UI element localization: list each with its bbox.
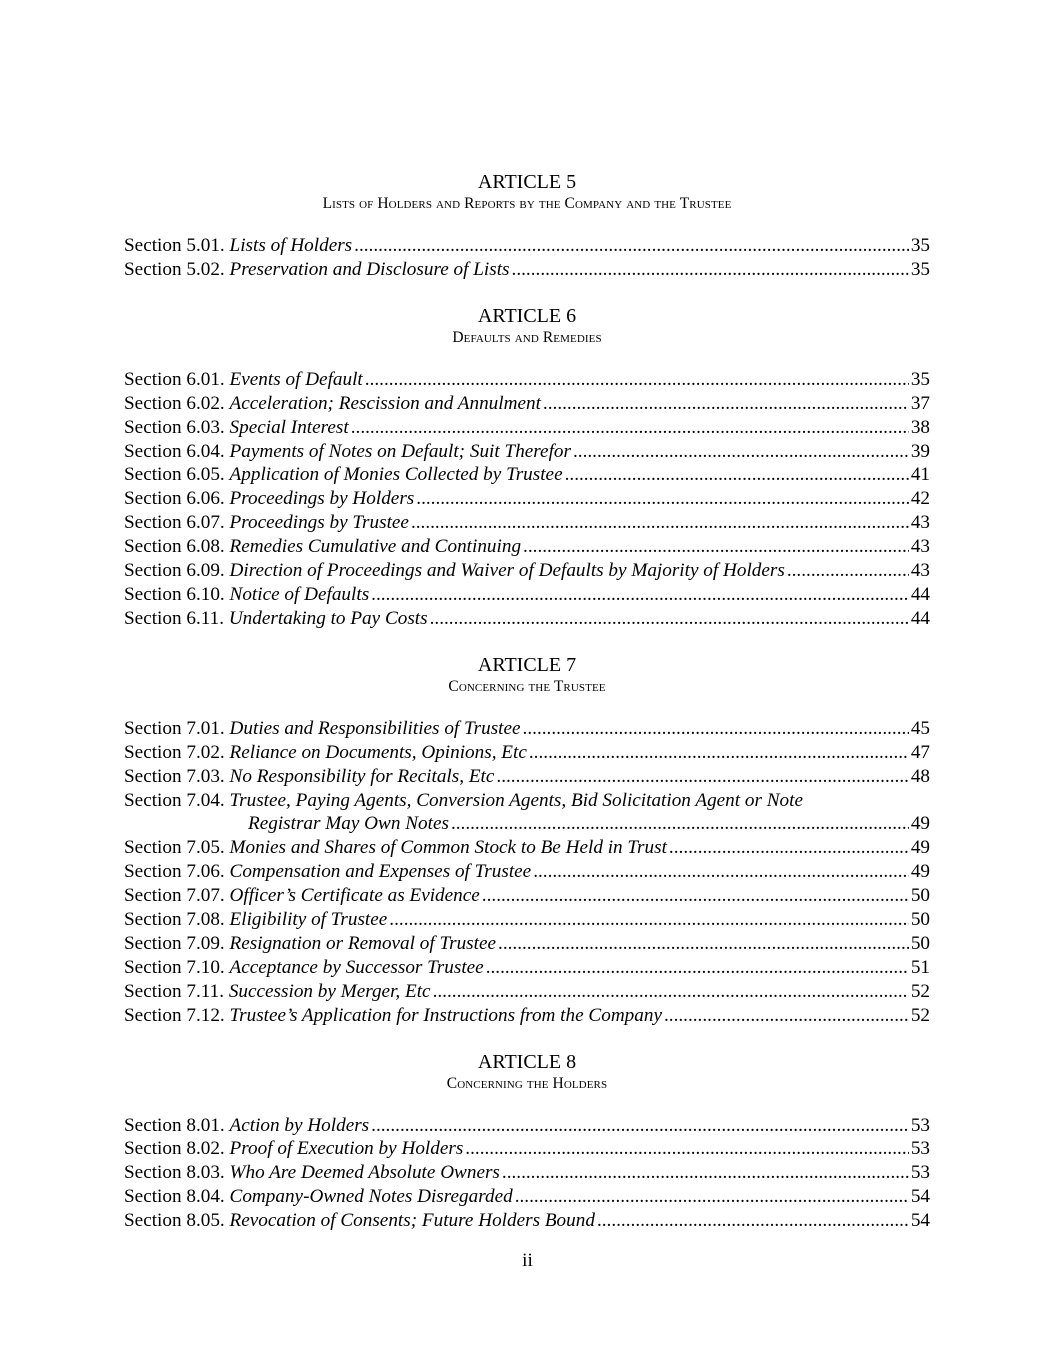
- section-title: Officer’s Certificate as Evidence: [229, 885, 480, 907]
- dot-leader: [664, 1004, 909, 1028]
- dot-leader: [669, 836, 909, 860]
- dot-leader: [430, 607, 909, 631]
- page-reference: 37: [910, 392, 930, 414]
- table-of-contents: [124, 170, 930, 1255]
- toc-entry[interactable]: [124, 559, 930, 583]
- toc-entry[interactable]: [124, 487, 930, 511]
- section-title: Trustee’s Application for Instructions from the Company: [229, 1004, 662, 1026]
- section-number: Section 5.01.: [124, 235, 225, 256]
- page-reference: 43: [910, 512, 930, 534]
- section-title: Monies and Shares of Common Stock to Be Held in Trust: [229, 837, 667, 859]
- toc-entry[interactable]: [124, 1209, 930, 1233]
- toc-entry[interactable]: [124, 741, 930, 765]
- page-reference: 50: [910, 885, 930, 907]
- section-title: Undertaking to Pay Costs: [228, 607, 428, 629]
- section-number: Section 8.02.: [124, 1138, 225, 1160]
- page-number: ii: [522, 1250, 533, 1271]
- dot-leader: [515, 1185, 909, 1209]
- section-number: Section 7.07.: [124, 885, 225, 907]
- article-subheading: Defaults and Remedies: [452, 328, 602, 346]
- toc-entry[interactable]: [124, 416, 930, 440]
- section-title: Company-Owned Notes Disregarded: [229, 1186, 513, 1208]
- toc-entry[interactable]: [124, 368, 930, 392]
- section-number: Section 6.06.: [124, 488, 225, 510]
- section-number: Section 8.01.: [124, 1114, 225, 1136]
- toc-entry[interactable]: [124, 956, 930, 980]
- page-reference: 52: [910, 1004, 930, 1026]
- dot-leader: [523, 717, 909, 741]
- section-title: Succession by Merger, Etc: [228, 980, 431, 1002]
- page-reference: 35: [910, 368, 930, 390]
- article-block: [124, 653, 930, 1028]
- section-number: Section 5.02.: [124, 258, 225, 280]
- article-heading: ARTICLE 8: [477, 1050, 577, 1073]
- section-number: Section 7.05.: [124, 837, 225, 859]
- toc-entry[interactable]: [124, 836, 930, 860]
- page-reference: 48: [910, 765, 930, 787]
- section-title: Compensation and Expenses of Trustee: [229, 861, 532, 883]
- dot-leader: [371, 583, 909, 607]
- article-heading: ARTICLE 6: [477, 304, 577, 327]
- dot-leader: [565, 463, 909, 487]
- section-title: Acceptance by Successor Trustee: [229, 956, 484, 978]
- toc-entry[interactable]: [124, 258, 930, 282]
- dot-leader: [496, 765, 908, 789]
- page-reference: 44: [910, 583, 930, 605]
- section-title: Remedies Cumulative and Continuing: [229, 536, 522, 558]
- section-number: Section 6.07.: [124, 512, 225, 534]
- section-number: Section 7.06.: [124, 861, 225, 883]
- page-reference: 43: [910, 560, 930, 582]
- article-heading: ARTICLE 5: [477, 171, 577, 193]
- dot-leader: [365, 368, 909, 392]
- dot-leader: [371, 1114, 909, 1138]
- dot-leader: [433, 980, 909, 1004]
- section-number: Section 7.10.: [124, 956, 225, 978]
- dot-leader: [529, 741, 909, 765]
- section-title: Trustee, Paying Agents, Conversion Agents, Bid Solicitation Agent or Note: [229, 789, 803, 811]
- dot-leader: [465, 1137, 909, 1161]
- section-title: Reliance on Documents, Opinions, Etc: [229, 741, 527, 763]
- section-title: Eligibility of Trustee: [229, 909, 388, 931]
- dot-leader: [389, 908, 909, 932]
- section-number: Section 6.05.: [124, 464, 225, 486]
- article-subheading: Concerning the Trustee: [448, 677, 606, 695]
- section-title: Application of Monies Collected by Trustee: [229, 464, 563, 486]
- dot-leader: [482, 884, 909, 908]
- page-reference: 44: [910, 607, 930, 629]
- section-number: Section 6.10.: [124, 583, 225, 605]
- page-reference: 50: [910, 932, 930, 954]
- toc-entry[interactable]: [124, 392, 930, 416]
- toc-entry[interactable]: [124, 765, 930, 789]
- section-number: Section 6.04.: [124, 440, 225, 462]
- toc-entry[interactable]: [124, 1185, 930, 1209]
- section-number: Section 7.03.: [124, 765, 225, 787]
- page-reference: 53: [910, 1138, 930, 1160]
- article-subheading: Lists of Holders and Reports by the Company and the Trustee: [322, 195, 732, 212]
- section-number: Section 8.04.: [124, 1186, 225, 1208]
- page-reference: 43: [910, 536, 930, 558]
- page-reference: 39: [910, 440, 930, 462]
- page-reference: 54: [910, 1186, 930, 1208]
- section-title: Revocation of Consents; Future Holders Bound: [229, 1210, 595, 1232]
- page-reference: 49: [910, 837, 930, 859]
- page-reference: 52: [910, 980, 930, 1002]
- toc-entry[interactable]: [124, 607, 930, 631]
- dot-leader: [502, 1161, 909, 1185]
- page-reference: 51: [910, 956, 930, 978]
- toc-entry[interactable]: [124, 440, 930, 464]
- toc-entry[interactable]: [124, 980, 930, 1004]
- toc-entry[interactable]: [124, 511, 930, 535]
- dot-leader: [354, 234, 909, 258]
- page-reference: 49: [910, 813, 930, 835]
- section-number: Section 6.02.: [124, 392, 225, 414]
- toc-entry[interactable]: [124, 234, 930, 258]
- section-list: [124, 1114, 930, 1234]
- page-reference: 49: [910, 861, 930, 883]
- section-number: Section 7.01.: [124, 717, 225, 739]
- dot-leader: [411, 511, 909, 535]
- section-title: Who Are Deemed Absolute Owners: [229, 1162, 500, 1184]
- article-subheading: Concerning the Holders: [446, 1074, 608, 1092]
- section-title: Payments of Notes on Default; Suit Therefor: [229, 440, 571, 462]
- dot-leader: [498, 932, 909, 956]
- section-list: [124, 234, 930, 282]
- toc-entry[interactable]: [124, 535, 930, 559]
- section-number: Section 6.01.: [124, 368, 225, 390]
- section-title: Duties and Responsibilities of Trustee: [229, 717, 521, 739]
- page-reference: 50: [910, 909, 930, 931]
- page-reference: 38: [910, 416, 930, 438]
- article-heading: ARTICLE 7: [477, 653, 577, 676]
- page-reference: 53: [910, 1162, 930, 1184]
- toc-entry[interactable]: [124, 860, 930, 884]
- section-number: Section 7.08.: [124, 909, 225, 931]
- section-list: [124, 368, 930, 631]
- section-title: Acceleration; Rescission and Annulment: [229, 392, 541, 414]
- article-block: [124, 1050, 930, 1234]
- section-title: Notice of Defaults: [229, 583, 370, 605]
- section-title: Special Interest: [229, 416, 349, 438]
- section-title: Preservation and Disclosure of Lists: [229, 258, 510, 280]
- page-reference: 35: [910, 258, 930, 280]
- toc-entry[interactable]: [124, 463, 930, 487]
- section-title: No Responsibility for Recitals, Etc: [229, 765, 495, 787]
- dot-leader: [512, 258, 909, 282]
- toc-entry[interactable]: [124, 583, 930, 607]
- section-number: Section 7.04.: [124, 789, 225, 811]
- section-number: Section 6.11.: [124, 607, 225, 629]
- section-number: Section 8.03.: [124, 1162, 225, 1184]
- section-number: Section 7.12.: [124, 1004, 225, 1026]
- section-number: Section 7.09.: [124, 932, 225, 954]
- dot-leader: [573, 440, 909, 464]
- article-block: [124, 304, 930, 631]
- page-reference: 53: [910, 1114, 930, 1136]
- page-reference: 35: [910, 235, 930, 256]
- toc-entry[interactable]: [124, 1114, 930, 1138]
- section-title-continued: Registrar May Own Notes: [248, 813, 449, 835]
- toc-entry[interactable]: [124, 789, 930, 837]
- dot-leader: [416, 487, 909, 511]
- article-block: [124, 170, 930, 282]
- dot-leader: [486, 956, 909, 980]
- dot-leader: [451, 812, 909, 836]
- toc-entry[interactable]: [124, 908, 930, 932]
- toc-entry[interactable]: [124, 1137, 930, 1161]
- section-title: Resignation or Removal of Trustee: [229, 932, 497, 954]
- section-number: Section 6.09.: [124, 560, 225, 582]
- dot-leader: [787, 559, 909, 583]
- page-reference: 45: [910, 717, 930, 739]
- dot-leader: [523, 535, 909, 559]
- section-title: Action by Holders: [229, 1114, 370, 1136]
- section-number: Section 7.11.: [124, 980, 225, 1002]
- page-reference: 54: [910, 1210, 930, 1232]
- toc-entry[interactable]: [124, 932, 930, 956]
- section-number: Section 6.08.: [124, 536, 225, 558]
- toc-entry[interactable]: [124, 884, 930, 908]
- page-reference: 47: [910, 741, 930, 763]
- section-title: Lists of Holders: [229, 235, 353, 256]
- dot-leader: [351, 416, 909, 440]
- dot-leader: [543, 392, 909, 416]
- section-number: Section 7.02.: [124, 741, 225, 763]
- page-reference: 41: [910, 464, 930, 486]
- section-list: [124, 717, 930, 1028]
- section-title: Proceedings by Holders: [229, 488, 415, 510]
- toc-entry[interactable]: [124, 1004, 930, 1028]
- section-number: Section 8.05.: [124, 1210, 225, 1232]
- toc-entry[interactable]: [124, 1161, 930, 1185]
- section-title: Proof of Execution by Holders: [229, 1138, 464, 1160]
- section-number: Section 6.03.: [124, 416, 225, 438]
- toc-entry[interactable]: [124, 717, 930, 741]
- dot-leader: [533, 860, 909, 884]
- dot-leader: [597, 1209, 909, 1233]
- page-reference: 42: [910, 488, 930, 510]
- section-title: Events of Default: [229, 368, 363, 390]
- section-title: Proceedings by Trustee: [229, 512, 409, 534]
- section-title: Direction of Proceedings and Waiver of Defaults by Majority of Holders: [229, 560, 785, 582]
